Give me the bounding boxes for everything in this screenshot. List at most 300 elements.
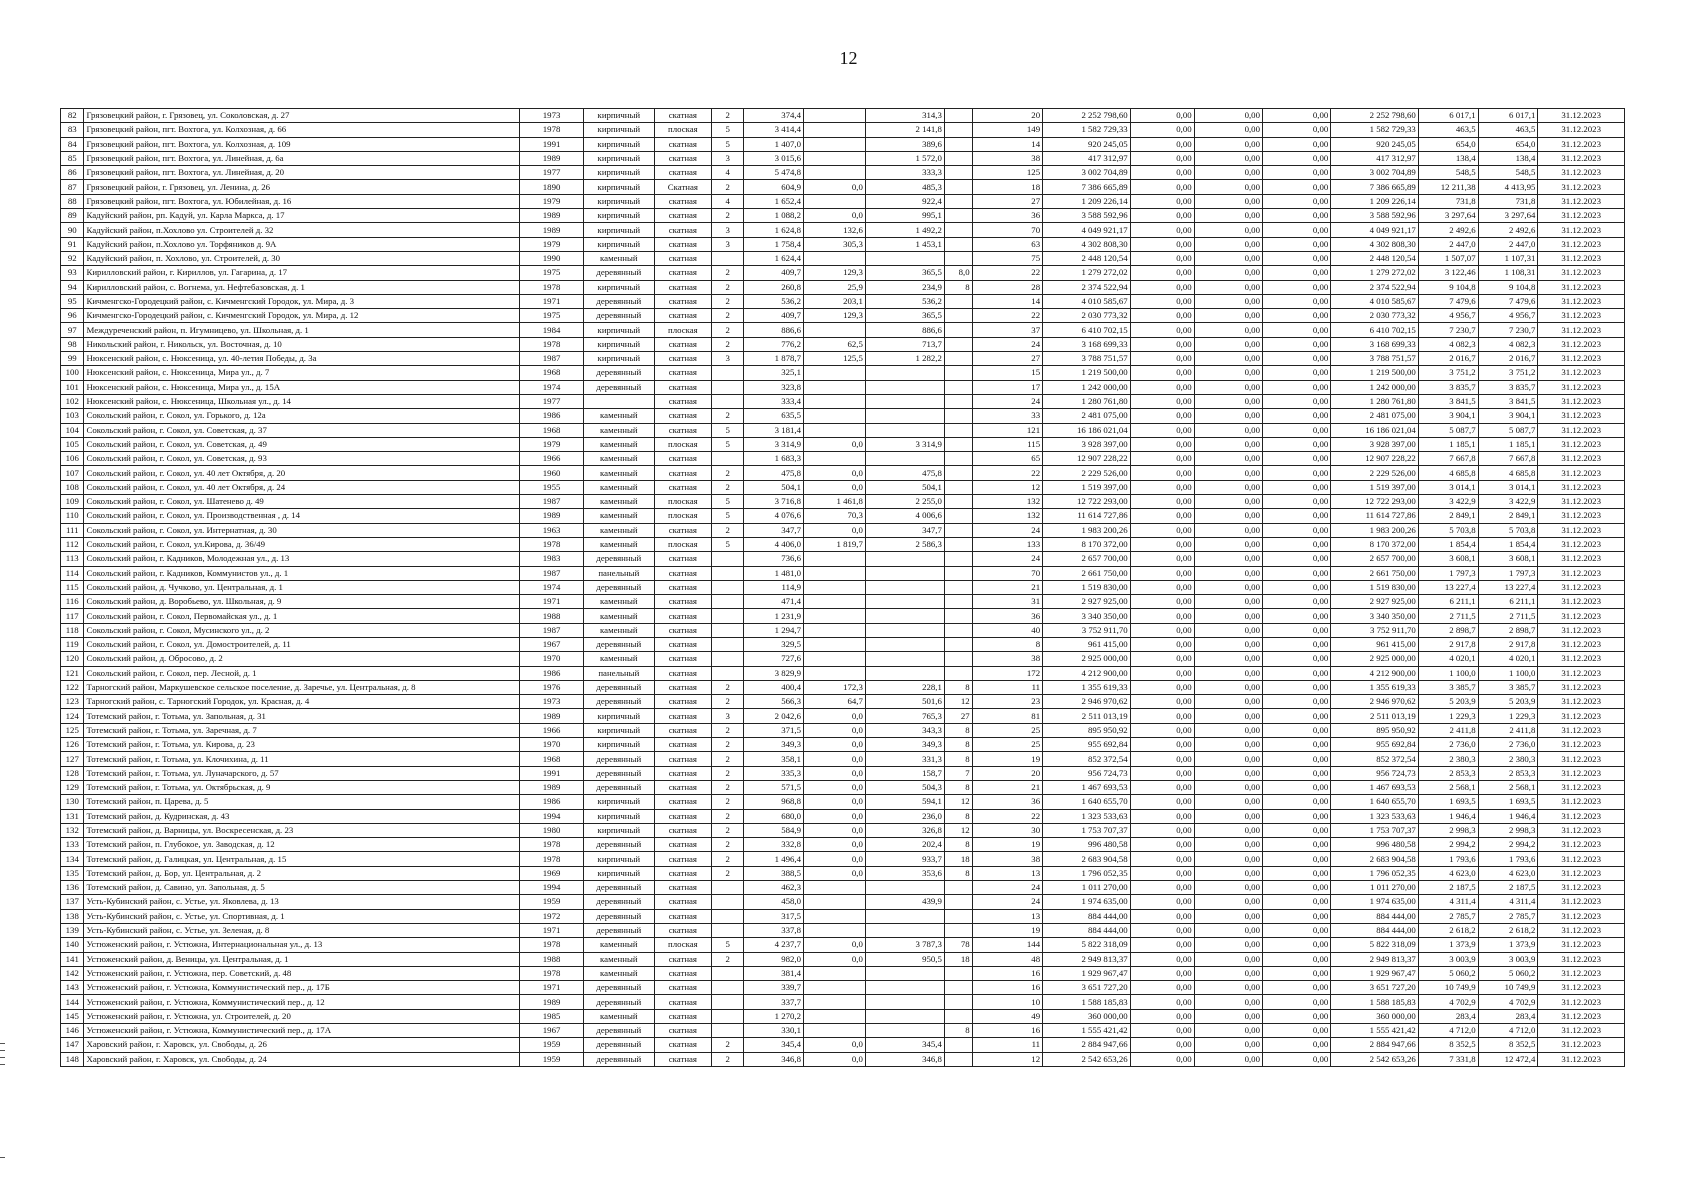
cell-row-number: 140 <box>61 938 84 952</box>
cell-col-10 <box>944 652 972 666</box>
cell-cost-total: 1 582 729,33 <box>1043 123 1131 137</box>
cell-wall-material <box>584 394 654 408</box>
cell-year-built: 1989 <box>520 151 584 165</box>
cell-cost-regional: 0,00 <box>1194 623 1262 637</box>
cell-cost-federal: 0,00 <box>1130 981 1194 995</box>
cell-row-number: 90 <box>61 223 84 237</box>
cell-cost-federal: 0,00 <box>1130 623 1194 637</box>
cell-roof-type: скатная <box>654 995 712 1009</box>
margin-mark <box>0 1157 5 1158</box>
cell-roof-type: скатная <box>654 795 712 809</box>
cell-address: Устюженский район, г. Устюжна, пер. Советский, д. 48 <box>84 966 520 980</box>
cell-area-residential <box>865 881 944 895</box>
cell-floors: 3 <box>712 237 744 251</box>
cell-row-number: 126 <box>61 738 84 752</box>
cell-address: Сокольский район, г. Сокол, ул. Советская, д. 49 <box>84 437 520 451</box>
cell-unit-cost: 6 017,1 <box>1418 109 1478 123</box>
cell-row-number: 122 <box>61 680 84 694</box>
cell-roof-type: скатная <box>654 952 712 966</box>
cell-cost-total: 7 386 665,89 <box>1043 180 1131 194</box>
cell-year-built: 1987 <box>520 352 584 366</box>
cell-area-residential <box>865 1009 944 1023</box>
cell-total-area: 571,5 <box>744 780 804 794</box>
cell-cost-federal: 0,00 <box>1130 609 1194 623</box>
cell-col-10 <box>944 523 972 537</box>
cell-roof-type: скатная <box>654 909 712 923</box>
cell-cost-local: 0,00 <box>1262 766 1330 780</box>
cell-cost-federal: 0,00 <box>1130 866 1194 880</box>
cell-address: Сокольский район, г. Сокол, ул. Интернатная, д. 30 <box>84 523 520 537</box>
cell-cost-local: 0,00 <box>1262 466 1330 480</box>
cell-area-nonresidential <box>803 109 865 123</box>
cell-cost-local: 0,00 <box>1262 509 1330 523</box>
cell-unit-cost-limit: 2 898,7 <box>1478 623 1538 637</box>
cell-col-10 <box>944 895 972 909</box>
cell-row-number: 129 <box>61 780 84 794</box>
cell-area-residential: 349,3 <box>865 738 944 752</box>
cell-wall-material: деревянный <box>584 995 654 1009</box>
cell-cost-local: 0,00 <box>1262 409 1330 423</box>
cell-address: Кичменгско-Городецкий район, с. Кичменгский Городок, ул. Мира, д. 12 <box>84 309 520 323</box>
cell-unit-cost: 1 185,1 <box>1418 437 1478 451</box>
cell-cost-federal: 0,00 <box>1130 137 1194 151</box>
cell-wall-material: кирпичный <box>584 795 654 809</box>
cell-unit-cost-limit: 2 785,7 <box>1478 909 1538 923</box>
cell-cost-owners: 12 907 228,22 <box>1331 452 1419 466</box>
cell-cost-total: 11 614 727,86 <box>1043 509 1131 523</box>
cell-wall-material: каменный <box>584 966 654 980</box>
cell-cost-local: 0,00 <box>1262 294 1330 308</box>
cell-cost-owners: 2 657 700,00 <box>1331 552 1419 566</box>
cell-cost-local: 0,00 <box>1262 537 1330 551</box>
cell-year-built: 1989 <box>520 780 584 794</box>
cell-completion-date: 31.12.2023 <box>1538 881 1625 895</box>
cell-roof-type: скатная <box>654 866 712 880</box>
cell-cost-federal: 0,00 <box>1130 595 1194 609</box>
cell-year-built: 1959 <box>520 1038 584 1052</box>
cell-completion-date: 31.12.2023 <box>1538 995 1625 1009</box>
cell-cost-regional: 0,00 <box>1194 766 1262 780</box>
cell-row-number: 102 <box>61 394 84 408</box>
cell-cost-federal: 0,00 <box>1130 180 1194 194</box>
cell-wall-material: каменный <box>584 523 654 537</box>
cell-unit-cost-limit: 4 702,9 <box>1478 995 1538 1009</box>
cell-unit-cost: 4 082,3 <box>1418 337 1478 351</box>
cell-completion-date: 31.12.2023 <box>1538 895 1625 909</box>
table-row <box>61 680 1625 694</box>
table-row <box>61 523 1625 537</box>
cell-address: Тотемский район, г. Тотьма, ул. Запольная, д. 31 <box>84 709 520 723</box>
cell-unit-cost-limit: 1 854,4 <box>1478 537 1538 551</box>
cell-total-area: 536,2 <box>744 294 804 308</box>
cell-year-built: 1994 <box>520 809 584 823</box>
cell-col-10 <box>944 480 972 494</box>
cell-unit-cost: 4 702,9 <box>1418 995 1478 1009</box>
cell-area-residential: 475,8 <box>865 466 944 480</box>
cell-total-area: 776,2 <box>744 337 804 351</box>
cell-residents: 22 <box>972 809 1042 823</box>
cell-area-nonresidential: 305,3 <box>803 237 865 251</box>
cell-address: Тотемский район, г. Тотьма, ул. Луначарского, д. 57 <box>84 766 520 780</box>
cell-cost-federal: 0,00 <box>1130 423 1194 437</box>
cell-wall-material: кирпичный <box>584 809 654 823</box>
cell-unit-cost: 2 568,1 <box>1418 780 1478 794</box>
cell-residents: 65 <box>972 452 1042 466</box>
cell-floors: 3 <box>712 151 744 165</box>
cell-completion-date: 31.12.2023 <box>1538 938 1625 952</box>
cell-unit-cost: 138,4 <box>1418 151 1478 165</box>
cell-roof-type: плоская <box>654 537 712 551</box>
cell-cost-federal: 0,00 <box>1130 580 1194 594</box>
cell-total-area: 886,6 <box>744 323 804 337</box>
cell-total-area: 260,8 <box>744 280 804 294</box>
margin-mark <box>0 1050 5 1051</box>
table-row <box>61 1038 1625 1052</box>
cell-area-residential <box>865 251 944 265</box>
cell-area-residential: 713,7 <box>865 337 944 351</box>
cell-residents: 14 <box>972 137 1042 151</box>
cell-cost-federal: 0,00 <box>1130 151 1194 165</box>
cell-col-10: 8 <box>944 809 972 823</box>
cell-wall-material: деревянный <box>584 580 654 594</box>
cell-completion-date: 31.12.2023 <box>1538 666 1625 680</box>
cell-unit-cost: 2 711,5 <box>1418 609 1478 623</box>
cell-roof-type: скатная <box>654 151 712 165</box>
cell-year-built: 1983 <box>520 552 584 566</box>
cell-roof-type: скатная <box>654 466 712 480</box>
cell-area-residential <box>865 595 944 609</box>
table-row <box>61 1009 1625 1023</box>
cell-cost-federal: 0,00 <box>1130 337 1194 351</box>
cell-unit-cost-limit: 1 797,3 <box>1478 566 1538 580</box>
cell-area-nonresidential: 0,0 <box>803 938 865 952</box>
cell-unit-cost: 4 712,0 <box>1418 1024 1478 1038</box>
cell-cost-regional: 0,00 <box>1194 209 1262 223</box>
cell-area-nonresidential: 172,3 <box>803 680 865 694</box>
cell-unit-cost-limit: 9 104,8 <box>1478 280 1538 294</box>
cell-year-built: 1960 <box>520 466 584 480</box>
cell-row-number: 99 <box>61 352 84 366</box>
cell-total-area: 337,8 <box>744 923 804 937</box>
cell-cost-federal: 0,00 <box>1130 480 1194 494</box>
cell-cost-federal: 0,00 <box>1130 537 1194 551</box>
cell-area-nonresidential <box>803 380 865 394</box>
cell-cost-regional: 0,00 <box>1194 509 1262 523</box>
cell-cost-regional: 0,00 <box>1194 337 1262 351</box>
cell-col-10: 8 <box>944 738 972 752</box>
cell-unit-cost: 2 380,3 <box>1418 752 1478 766</box>
cell-cost-owners: 1 219 500,00 <box>1331 366 1419 380</box>
cell-floors <box>712 895 744 909</box>
cell-cost-regional: 0,00 <box>1194 480 1262 494</box>
cell-residents: 132 <box>972 495 1042 509</box>
cell-year-built: 1966 <box>520 452 584 466</box>
cell-cost-owners: 884 444,00 <box>1331 909 1419 923</box>
cell-floors: 2 <box>712 695 744 709</box>
cell-unit-cost: 4 685,8 <box>1418 466 1478 480</box>
cell-cost-federal: 0,00 <box>1130 895 1194 909</box>
margin-mark <box>0 1064 5 1065</box>
cell-cost-regional: 0,00 <box>1194 752 1262 766</box>
cell-cost-federal: 0,00 <box>1130 838 1194 852</box>
cell-cost-owners: 884 444,00 <box>1331 923 1419 937</box>
cell-wall-material: кирпичный <box>584 709 654 723</box>
cell-year-built: 1890 <box>520 180 584 194</box>
cell-roof-type: скатная <box>654 595 712 609</box>
cell-area-residential <box>865 981 944 995</box>
cell-unit-cost-limit: 2 016,7 <box>1478 352 1538 366</box>
cell-year-built: 1973 <box>520 109 584 123</box>
cell-unit-cost: 2 917,8 <box>1418 637 1478 651</box>
cell-cost-federal: 0,00 <box>1130 952 1194 966</box>
cell-total-area: 1 088,2 <box>744 209 804 223</box>
cell-col-10 <box>944 109 972 123</box>
cell-cost-total: 1 279 272,02 <box>1043 266 1131 280</box>
cell-cost-federal: 0,00 <box>1130 452 1194 466</box>
cell-completion-date: 31.12.2023 <box>1538 137 1625 151</box>
cell-total-area: 584,9 <box>744 823 804 837</box>
cell-floors: 5 <box>712 938 744 952</box>
cell-roof-type: плоская <box>654 123 712 137</box>
cell-total-area: 2 042,6 <box>744 709 804 723</box>
cell-unit-cost: 1 100,0 <box>1418 666 1478 680</box>
cell-cost-federal: 0,00 <box>1130 280 1194 294</box>
cell-address: Кадуйский район, п.Хохлово ул. Торфяников д. 9А <box>84 237 520 251</box>
cell-row-number: 88 <box>61 194 84 208</box>
cell-cost-regional: 0,00 <box>1194 237 1262 251</box>
cell-unit-cost: 3 385,7 <box>1418 680 1478 694</box>
table-row <box>61 823 1625 837</box>
cell-unit-cost: 3 608,1 <box>1418 552 1478 566</box>
cell-year-built: 1989 <box>520 209 584 223</box>
cell-floors <box>712 923 744 937</box>
cell-unit-cost: 1 693,5 <box>1418 795 1478 809</box>
cell-area-residential <box>865 409 944 423</box>
cell-cost-federal: 0,00 <box>1130 881 1194 895</box>
table-row <box>61 738 1625 752</box>
cell-area-residential: 326,8 <box>865 823 944 837</box>
cell-wall-material: деревянный <box>584 1024 654 1038</box>
cell-cost-total: 884 444,00 <box>1043 909 1131 923</box>
cell-floors: 2 <box>712 780 744 794</box>
cell-unit-cost-limit: 1 693,5 <box>1478 795 1538 809</box>
cell-total-area: 345,4 <box>744 1038 804 1052</box>
cell-wall-material: деревянный <box>584 680 654 694</box>
cell-unit-cost-limit: 1 100,0 <box>1478 666 1538 680</box>
cell-area-residential <box>865 423 944 437</box>
cell-year-built: 1978 <box>520 966 584 980</box>
cell-cost-federal: 0,00 <box>1130 194 1194 208</box>
cell-completion-date: 31.12.2023 <box>1538 366 1625 380</box>
cell-col-10: 8,0 <box>944 266 972 280</box>
cell-wall-material: кирпичный <box>584 123 654 137</box>
cell-unit-cost: 3 835,7 <box>1418 380 1478 394</box>
cell-roof-type: скатная <box>654 452 712 466</box>
table-row <box>61 480 1625 494</box>
cell-cost-regional: 0,00 <box>1194 123 1262 137</box>
table-row <box>61 294 1625 308</box>
cell-area-residential: 536,2 <box>865 294 944 308</box>
cell-cost-regional: 0,00 <box>1194 409 1262 423</box>
cell-wall-material: каменный <box>584 251 654 265</box>
cell-wall-material: кирпичный <box>584 237 654 251</box>
cell-residents: 21 <box>972 780 1042 794</box>
cell-floors <box>712 552 744 566</box>
cell-cost-local: 0,00 <box>1262 523 1330 537</box>
cell-wall-material: деревянный <box>584 1038 654 1052</box>
cell-area-residential: 2 255,0 <box>865 495 944 509</box>
cell-row-number: 121 <box>61 666 84 680</box>
cell-cost-total: 2 949 813,37 <box>1043 952 1131 966</box>
cell-area-residential: 389,6 <box>865 137 944 151</box>
cell-wall-material: кирпичный <box>584 194 654 208</box>
cell-roof-type: скатная <box>654 394 712 408</box>
cell-cost-federal: 0,00 <box>1130 437 1194 451</box>
cell-cost-regional: 0,00 <box>1194 194 1262 208</box>
cell-area-nonresidential: 0,0 <box>803 952 865 966</box>
cell-wall-material: каменный <box>584 466 654 480</box>
cell-cost-local: 0,00 <box>1262 151 1330 165</box>
cell-wall-material: деревянный <box>584 309 654 323</box>
cell-cost-total: 2 927 925,00 <box>1043 595 1131 609</box>
cell-unit-cost: 4 020,1 <box>1418 652 1478 666</box>
cell-completion-date: 31.12.2023 <box>1538 495 1625 509</box>
table-row <box>61 938 1625 952</box>
cell-residents: 16 <box>972 981 1042 995</box>
cell-year-built: 1988 <box>520 609 584 623</box>
cell-roof-type: скатная <box>654 1009 712 1023</box>
cell-area-residential: 228,1 <box>865 680 944 694</box>
cell-roof-type: скатная <box>654 652 712 666</box>
cell-cost-federal: 0,00 <box>1130 266 1194 280</box>
cell-address: Тотемский район, г. Тотьма, ул. Клочихина, д. 11 <box>84 752 520 766</box>
cell-completion-date: 31.12.2023 <box>1538 566 1625 580</box>
cell-area-residential: 1 282,2 <box>865 352 944 366</box>
cell-col-10 <box>944 437 972 451</box>
cell-cost-owners: 961 415,00 <box>1331 637 1419 651</box>
cell-roof-type: скатная <box>654 423 712 437</box>
cell-unit-cost: 2 411,8 <box>1418 723 1478 737</box>
cell-cost-federal: 0,00 <box>1130 209 1194 223</box>
cell-cost-federal: 0,00 <box>1130 966 1194 980</box>
cell-roof-type: скатная <box>654 695 712 709</box>
cell-roof-type: скатная <box>654 981 712 995</box>
cell-completion-date: 31.12.2023 <box>1538 1009 1625 1023</box>
cell-cost-total: 2 542 653,26 <box>1043 1052 1131 1066</box>
cell-cost-local: 0,00 <box>1262 180 1330 194</box>
cell-area-residential: 765,3 <box>865 709 944 723</box>
cell-area-residential: 353,6 <box>865 866 944 880</box>
cell-row-number: 133 <box>61 838 84 852</box>
cell-cost-regional: 0,00 <box>1194 695 1262 709</box>
cell-area-nonresidential: 125,5 <box>803 352 865 366</box>
table-row <box>61 566 1625 580</box>
cell-cost-regional: 0,00 <box>1194 180 1262 194</box>
cell-address: Грязовецкий район, пгт. Вохтога, ул. Линейная, д. 20 <box>84 166 520 180</box>
cell-area-nonresidential <box>803 1009 865 1023</box>
cell-unit-cost: 2 736,0 <box>1418 738 1478 752</box>
cell-cost-local: 0,00 <box>1262 452 1330 466</box>
cell-area-nonresidential: 1 819,7 <box>803 537 865 551</box>
cell-col-10: 18 <box>944 852 972 866</box>
cell-cost-regional: 0,00 <box>1194 523 1262 537</box>
cell-cost-total: 955 692,84 <box>1043 738 1131 752</box>
cell-roof-type: скатная <box>654 752 712 766</box>
cell-cost-local: 0,00 <box>1262 609 1330 623</box>
cell-roof-type: скатная <box>654 109 712 123</box>
cell-residents: 11 <box>972 680 1042 694</box>
cell-cost-regional: 0,00 <box>1194 881 1262 895</box>
cell-cost-local: 0,00 <box>1262 666 1330 680</box>
cell-unit-cost-limit: 2 998,3 <box>1478 823 1538 837</box>
cell-year-built: 1978 <box>520 280 584 294</box>
cell-completion-date: 31.12.2023 <box>1538 623 1625 637</box>
cell-cost-local: 0,00 <box>1262 952 1330 966</box>
cell-address: Сокольский район, г. Сокол, Первомайская ул., д. 1 <box>84 609 520 623</box>
cell-cost-total: 1 974 635,00 <box>1043 895 1131 909</box>
cell-row-number: 85 <box>61 151 84 165</box>
cell-col-10 <box>944 995 972 1009</box>
cell-unit-cost-limit: 2 711,5 <box>1478 609 1538 623</box>
cell-cost-federal: 0,00 <box>1130 223 1194 237</box>
cell-area-residential <box>865 666 944 680</box>
cell-cost-owners: 3 168 699,33 <box>1331 337 1419 351</box>
cell-unit-cost: 7 331,8 <box>1418 1052 1478 1066</box>
cell-cost-local: 0,00 <box>1262 738 1330 752</box>
cell-address: Грязовецкий район, г. Грязовец, ул. Соколовская, д. 27 <box>84 109 520 123</box>
cell-unit-cost: 654,0 <box>1418 137 1478 151</box>
cell-cost-total: 2 481 075,00 <box>1043 409 1131 423</box>
cell-wall-material: деревянный <box>584 380 654 394</box>
cell-col-10: 8 <box>944 1024 972 1038</box>
cell-cost-owners: 3 752 911,70 <box>1331 623 1419 637</box>
cell-area-nonresidential: 0,0 <box>803 1038 865 1052</box>
cell-floors: 5 <box>712 137 744 151</box>
cell-total-area: 409,7 <box>744 266 804 280</box>
cell-residents: 21 <box>972 580 1042 594</box>
cell-unit-cost-limit: 8 352,5 <box>1478 1038 1538 1052</box>
cell-col-10 <box>944 509 972 523</box>
cell-residents: 40 <box>972 623 1042 637</box>
cell-wall-material: деревянный <box>584 637 654 651</box>
cell-area-residential: 314,3 <box>865 109 944 123</box>
cell-unit-cost-limit: 2 411,8 <box>1478 723 1538 737</box>
cell-cost-total: 3 340 350,00 <box>1043 609 1131 623</box>
cell-unit-cost: 463,5 <box>1418 123 1478 137</box>
cell-year-built: 1970 <box>520 738 584 752</box>
cell-cost-federal: 0,00 <box>1130 709 1194 723</box>
cell-area-residential <box>865 909 944 923</box>
cell-cost-federal: 0,00 <box>1130 780 1194 794</box>
cell-total-area: 335,3 <box>744 766 804 780</box>
cell-unit-cost-limit: 4 623,0 <box>1478 866 1538 880</box>
cell-cost-local: 0,00 <box>1262 337 1330 351</box>
cell-row-number: 130 <box>61 795 84 809</box>
cell-row-number: 127 <box>61 752 84 766</box>
cell-completion-date: 31.12.2023 <box>1538 795 1625 809</box>
cell-roof-type: скатная <box>654 566 712 580</box>
cell-roof-type: скатная <box>654 352 712 366</box>
cell-roof-type: скатная <box>654 809 712 823</box>
table-row <box>61 752 1625 766</box>
cell-cost-total: 8 170 372,00 <box>1043 537 1131 551</box>
cell-col-10 <box>944 637 972 651</box>
cell-area-nonresidential <box>803 1024 865 1038</box>
cell-address: Устюженский район, г. Устюжна, Интернациональная ул., д. 13 <box>84 938 520 952</box>
cell-cost-owners: 8 170 372,00 <box>1331 537 1419 551</box>
cell-wall-material: кирпичный <box>584 109 654 123</box>
cell-col-10 <box>944 151 972 165</box>
